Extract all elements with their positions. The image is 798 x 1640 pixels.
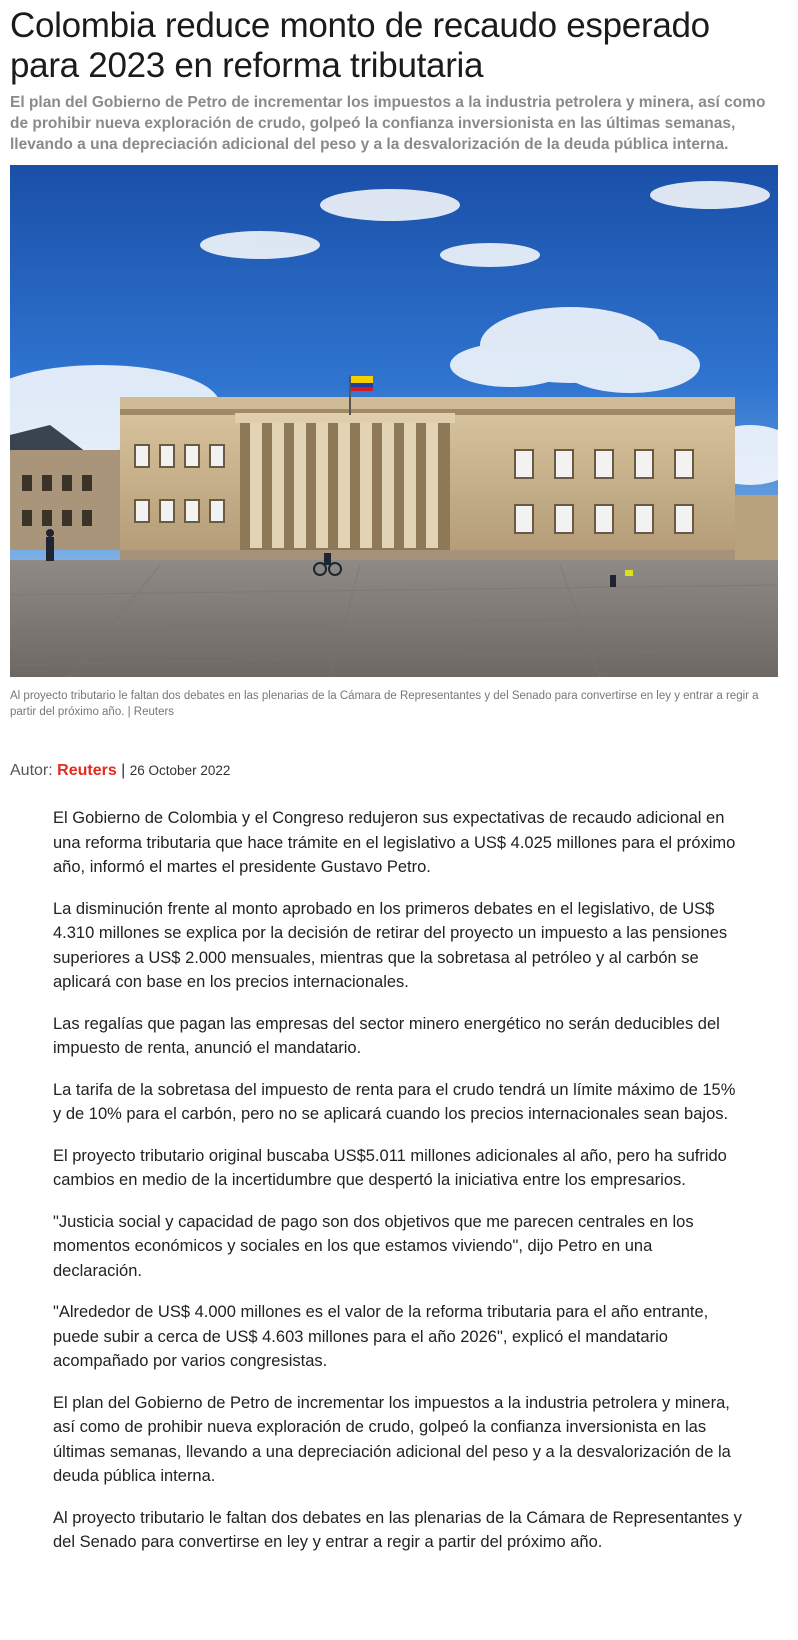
image-caption: Al proyecto tributario le faltan dos debates en las plenarias de la Cámara de Representantes y del Senado para convertirse en ley y entrar a regir a partir del próximo año. | Reuters: [10, 690, 759, 718]
body-paragraph: Las regalías que pagan las empresas del sector minero energético no serán deducibles del impuesto de renta, anunció el mandatario.: [53, 1014, 720, 1057]
byline-label: Autor:: [10, 762, 53, 779]
body-paragraph: La disminución frente al monto aprobado en los primeros debates en el legislativo, de US$ 4.310 millones se explica por la decisión de retirar del proyecto un impuesto a las pensiones superiores a US$ 2.000 mensuales, mientras que la sobretasa al petróleo y al carbón se aplicará con base en los precios internacionales.: [53, 899, 728, 991]
body-paragraph: El Gobierno de Colombia y el Congreso redujeron sus expectativas de recaudo adicional en una reforma tributaria que hace trámite en el legislativo a US$ 4.025 millones para el próximo año, informó el martes el presidente Gustavo Petro.: [53, 809, 736, 876]
article-body: [53, 806, 743, 1572]
publish-date: 26 October 2022: [129, 763, 231, 778]
body-paragraph: El plan del Gobierno de Petro de incrementar los impuestos a la industria petrolera y minera, así como de prohibir nueva exploración de crudo, golpeó la confianza inversionista en las últimas semanas, llevando a una depreciación adicional del peso y a la desvalorización de la deuda pública interna.: [53, 1393, 731, 1485]
author-link[interactable]: Reuters: [57, 762, 117, 779]
body-paragraph: La tarifa de la sobretasa del impuesto de renta para el crudo tendrá un límite máximo de 15% y de 10% para el carbón, pero no se aplicará cuando los precios internacionales sean bajos.: [53, 1080, 736, 1123]
photo-congress-building: [10, 165, 778, 677]
byline: [10, 760, 710, 782]
body-paragraph: "Justicia social y capacidad de pago son dos objetivos que me parecen centrales en los momentos económicos y sociales en los que estamos viviendo", dijo Petro en una declaración.: [53, 1212, 694, 1280]
article-title: Colombia reduce monto de recaudo esperado para 2023 en reforma tributaria: [10, 6, 710, 85]
hero-image: [10, 165, 778, 677]
article-subtitle: El plan del Gobierno de Petro de incrementar los impuestos a la industria petrolera y minera, así como de prohibir nueva exploración de crudo, golpeó la confianza inversionista en las últimas semanas, llevando a una depreciación adicional del peso y a la desvalorización de la deuda pública interna.: [10, 94, 766, 153]
body-paragraph: Al proyecto tributario le faltan dos debates en las plenarias de la Cámara de Representantes y del Senado para convertirse en ley y entrar a regir a partir del próximo año.: [53, 1508, 742, 1551]
body-paragraph: "Alrededor de US$ 4.000 millones es el valor de la reforma tributaria para el año entrante, puede subir a cerca de US$ 4.603 millones para el año 2026", explicó el mandatario acompañado por varios congresistas.: [53, 1303, 709, 1370]
body-paragraph: El proyecto tributario original buscaba US$5.011 millones adicionales al año, pero ha sufrido cambios en medio de la incertidumbre que despertó la iniciativa entre los empresarios.: [53, 1146, 727, 1189]
byline-separator: |: [121, 762, 126, 779]
